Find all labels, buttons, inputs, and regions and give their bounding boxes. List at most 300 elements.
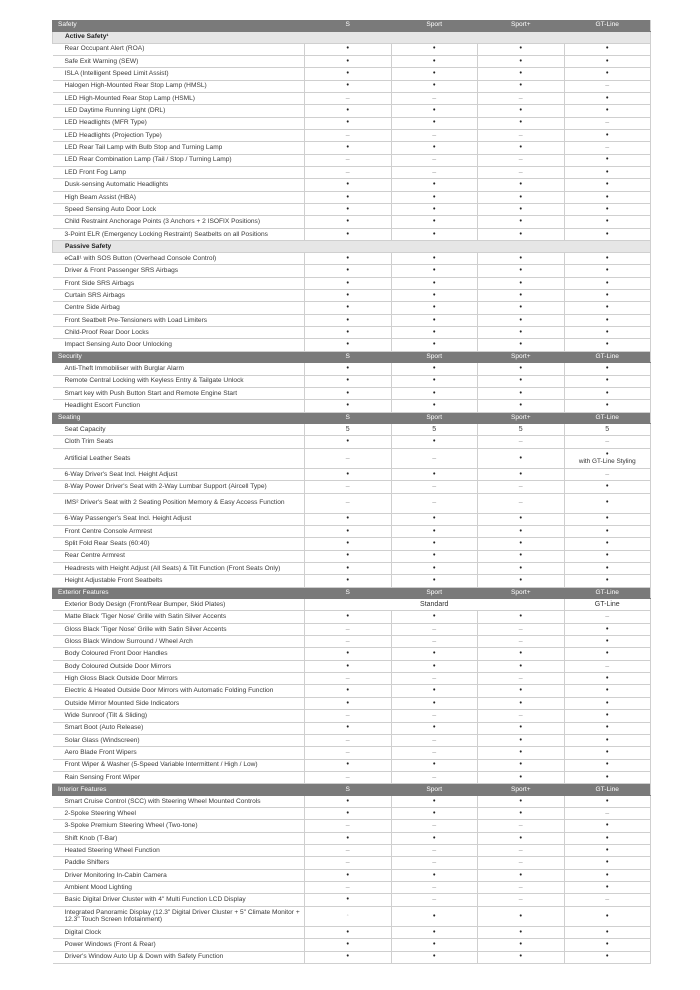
standard-dot-icon: • [606,871,609,879]
standard-dot-icon: • [606,389,609,397]
not-available-dash-icon: – [518,846,523,854]
standard-dot-icon: • [433,230,436,238]
value-cell-sport [478,228,565,240]
value-cell-s [305,424,392,436]
value-cell-sport [478,142,565,154]
value-cell-sport [391,882,478,894]
standard-dot-icon: • [346,316,349,324]
value-cell-s [305,673,392,685]
value-cell-s [305,722,392,734]
value-cell-s [305,339,392,351]
standard-dot-icon: • [606,107,609,115]
value-cell-sport [478,894,565,906]
standard-dot-icon: • [606,218,609,226]
value-cell-s [305,166,392,178]
standard-dot-icon: • [519,402,522,410]
value-cell-gt-line [564,926,651,938]
value-cell-sport [478,759,565,771]
value-cell-sport [478,832,565,844]
standard-dot-icon: • [346,540,349,548]
value-cell-s [305,43,392,55]
feature-name: IMS² Driver's Seat with 2 Seating Position Memory & Easy Access Function [53,493,305,513]
feature-row [53,550,651,562]
feature-name: Aero Blade Front Wipers [53,747,305,759]
value-cell-s [305,387,392,399]
standard-dot-icon: • [606,953,609,961]
feature-row [53,710,651,722]
value-cell-sport [478,795,565,807]
standard-dot-icon: • [606,797,609,805]
standard-dot-icon: • [606,267,609,275]
value-cell-gt-line [564,68,651,80]
value-cell-gt-line [564,302,651,314]
value-cell-sport [391,375,478,387]
not-available-dash-icon: – [518,156,523,164]
value-cell-sport [478,216,565,228]
value-cell-sport [478,387,565,399]
feature-name: Shift Knob (T-Bar) [53,832,305,844]
standard-dot-icon: • [433,218,436,226]
value-cell-gt-line [564,468,651,480]
value-cell-gt-line [564,747,651,759]
standard-dot-icon: • [346,45,349,53]
value-cell-sport [391,339,478,351]
standard-dot-icon: • [433,540,436,548]
value-cell-sport [478,290,565,302]
standard-dot-icon: • [519,470,522,478]
standard-dot-icon: • [346,438,349,446]
column-header-sport: Sport+ [478,587,565,599]
value-cell-sport [391,290,478,302]
feature-name: Integrated Panoramic Display (12.3" Digital Driver Cluster + 5" Climate Monitor + 12.3" Touch Screen Infotainment) [53,906,305,926]
column-header-s: S [305,587,392,599]
standard-dot-icon: • [606,650,609,658]
value-cell-sport [478,538,565,550]
standard-dot-icon: • [346,205,349,213]
value-cell-sport [391,820,478,832]
value-cell-gt-line [564,623,651,635]
value-cell-sport [391,951,478,963]
not-available-dash-icon: – [345,637,350,645]
value-cell-gt-line [564,845,651,857]
value-cell-sport [478,562,565,574]
feature-row [53,926,651,938]
feature-name: 6-Way Driver's Seat Incl. Height Adjust [53,468,305,480]
standard-dot-icon: • [346,834,349,842]
value-cell-gt-line [564,685,651,697]
value-cell-sport [391,685,478,697]
standard-dot-icon: • [519,279,522,287]
standard-dot-icon: • [606,499,609,507]
feature-name: Driver & Front Passenger SRS Airbags [53,265,305,277]
feature-row [53,92,651,104]
standard-dot-icon: • [606,57,609,65]
standard-dot-icon: • [519,564,522,572]
feature-row [53,468,651,480]
value-cell-gt-line [564,710,651,722]
standard-dot-icon: • [606,928,609,936]
value-cell-s [305,277,392,289]
value-cell-sport [391,623,478,635]
value-cell-gt-line [564,869,651,881]
standard-dot-icon: • [519,797,522,805]
value-cell-sport [478,363,565,375]
standard-dot-icon: • [606,94,609,102]
standard-dot-icon: • [346,144,349,152]
value-cell-sport [391,869,478,881]
value-cell-sport [391,636,478,648]
not-available-dash-icon: – [345,822,350,830]
value-cell-s [305,759,392,771]
value-cell-sport [391,611,478,623]
column-header-gt-line: GT-Line [564,20,651,31]
standard-dot-icon: • [606,761,609,769]
feature-name: Solar Glass (Windscreen) [53,734,305,746]
feature-name: Driver Monitoring In-Cabin Camera [53,869,305,881]
standard-dot-icon: • [606,552,609,560]
value-cell-sport [391,216,478,228]
value-cell-gt-line [564,771,651,783]
not-available-dash-icon: – [345,846,350,854]
value-cell-s [305,820,392,832]
value-cell-sport [478,179,565,191]
standard-dot-icon: • [433,953,436,961]
value-cell-s [305,857,392,869]
value-cell-sport [391,734,478,746]
subsection-title: Active Safety¹ [53,31,651,43]
value-cell-gt-line [564,759,651,771]
feature-row [53,43,651,55]
standard-dot-icon: • [346,515,349,523]
standard-dot-icon: • [433,389,436,397]
value-cell-gt-line [564,697,651,709]
value-cell-s [305,636,392,648]
feature-row [53,228,651,240]
value-cell-sport [391,253,478,265]
feature-name: Headlight Escort Function [53,400,305,412]
standard-dot-icon: • [606,483,609,491]
value-cell-sport [478,882,565,894]
value-cell-gt-line [564,481,651,493]
standard-dot-icon: • [433,470,436,478]
value-cell-sport [391,166,478,178]
feature-name: Impact Sensing Auto Door Unlocking [53,339,305,351]
section-header-safety [53,20,651,31]
value-cell-s [305,894,392,906]
value-cell-gt-line [564,265,651,277]
value-cell-sport [391,142,478,154]
not-available-dash-icon: – [518,884,523,891]
column-header-gt-line: GT-Line [564,784,651,796]
standard-dot-icon: • [519,365,522,373]
standard-dot-icon: • [346,377,349,385]
feature-row [53,191,651,203]
feature-row [53,906,651,926]
feature-name: Child-Proof Rear Door Locks [53,327,305,339]
feature-row [53,611,651,623]
standard-dot-icon: • [433,144,436,152]
standard-dot-icon: • [346,699,349,707]
standard-dot-icon: • [606,675,609,682]
standard-dot-icon: • [433,304,436,312]
feature-name: LED Headlights (Projection Type) [53,129,305,141]
standard-dot-icon: • [433,941,436,949]
feature-row [53,820,651,832]
value-cell-gt-line [564,363,651,375]
value-cell-gt-line [564,882,651,894]
value-cell-sport [391,710,478,722]
standard-dot-icon: • [606,912,609,920]
feature-name: LED Headlights (MFR Type) [53,117,305,129]
value-cell-gt-line [564,92,651,104]
feature-name: Speed Sensing Auto Door Lock [53,203,305,215]
standard-dot-icon: • [519,613,522,621]
standard-dot-icon: • [606,291,609,299]
not-available-dash-icon: – [432,712,437,720]
feature-name: High Beam Assist (HBA) [53,191,305,203]
value-cell-s [305,265,392,277]
value-cell-gt-line [564,253,651,265]
value-cell-s [305,448,392,468]
not-available-dash-icon: – [345,712,350,720]
value-cell-sport [391,795,478,807]
value-cell-sport [391,481,478,493]
standard-dot-icon: • [433,291,436,299]
value-cell-s [305,68,392,80]
standard-dot-icon: • [433,254,436,262]
value-cell-s [305,685,392,697]
value-cell-sport [391,575,478,587]
not-available-dash-icon: – [432,896,437,904]
value-cell-gt-line [564,424,651,436]
feature-row [53,562,651,574]
standard-dot-icon: • [519,254,522,262]
standard-dot-icon: • [519,809,522,817]
value-cell-sport [391,939,478,951]
feature-name: Gloss Black 'Tiger Nose' Grille with Satin Silver Accents [53,623,305,635]
feature-row [53,216,651,228]
not-available-dash-icon: – [518,675,523,682]
value-cell-gt-line [564,562,651,574]
feature-row [53,375,651,387]
value-cell-sport [478,339,565,351]
feature-name: Split Fold Rear Seats (60:40) [53,538,305,550]
value-cell-gt-line [564,448,651,468]
standard-dot-icon: • [606,365,609,373]
feature-name: Seat Capacity [53,424,305,436]
value-cell-gt-line [564,314,651,326]
standard-dot-icon: • [346,613,349,621]
feature-row [53,747,651,759]
feature-row [53,277,651,289]
value-cell-gt-line [564,648,651,660]
value-cell-s [305,611,392,623]
value-cell-s [305,648,392,660]
value-cell-s [305,832,392,844]
cell-value: 5 [605,426,610,433]
value-cell-sport [391,363,478,375]
value-cell-sport [391,436,478,448]
feature-name: Centre Side Airbag [53,302,305,314]
value-cell-s [305,771,392,783]
value-cell-s [305,939,392,951]
standard-dot-icon: • [606,724,609,732]
standard-dot-icon: • [346,193,349,201]
feature-row [53,525,651,537]
feature-row [53,673,651,685]
not-available-dash-icon: – [345,749,350,757]
feature-row [53,734,651,746]
feature-name: Paddle Shifters [53,857,305,869]
feature-name: 3-Spoke Premium Steering Wheel (Two-tone) [53,820,305,832]
feature-name: Outside Mirror Mounted Side Indicators [53,697,305,709]
standard-dot-icon: • [519,724,522,732]
standard-dot-icon: • [519,941,522,949]
not-available-dash-icon: – [605,613,610,621]
value-cell-s [305,179,392,191]
standard-dot-icon: • [606,45,609,53]
standard-dot-icon: • [519,218,522,226]
feature-row [53,424,651,436]
standard-dot-icon: • [606,577,609,585]
standard-dot-icon: • [519,389,522,397]
value-cell-sport [391,538,478,550]
value-cell-sport [478,68,565,80]
value-cell-sport [478,906,565,926]
not-available-dash-icon: – [605,809,610,817]
column-header-gt-line: GT-Line [564,587,651,599]
feature-row [53,142,651,154]
standard-dot-icon: • [519,761,522,769]
standard-dot-icon: • [606,181,609,189]
value-cell-sport [391,203,478,215]
standard-dot-icon: • [433,205,436,213]
value-cell-gt-line [564,493,651,513]
feature-row [53,894,651,906]
value-cell-s [305,363,392,375]
value-cell-s [305,105,392,117]
standard-dot-icon: • [519,736,522,744]
standard-dot-icon: • [519,304,522,312]
standard-dot-icon: • [606,687,609,695]
standard-dot-icon: • [606,70,609,78]
standard-dot-icon: • [433,724,436,732]
standard-dot-icon: • [606,304,609,312]
standard-dot-icon: • [346,527,349,535]
value-cell-s [305,513,392,525]
standard-dot-icon: • [346,928,349,936]
feature-row [53,68,651,80]
standard-dot-icon: • [433,564,436,572]
feature-name: Exterior Body Design (Front/Rear Bumper, Skid Plates) [53,599,305,611]
feature-name: Smart Boot (Auto Release) [53,722,305,734]
feature-row [53,253,651,265]
feature-row [53,105,651,117]
standard-dot-icon: • [606,699,609,707]
not-available-dash-icon: – [345,773,350,781]
feature-name: Rain Sensing Front Wiper [53,771,305,783]
standard-dot-icon: • [346,119,349,127]
feature-name: LED High-Mounted Rear Stop Lamp (HSML) [53,92,305,104]
standard-dot-icon: • [519,230,522,238]
column-header-gt-line: GT-Line [564,351,651,363]
value-cell-sport [478,481,565,493]
not-available-dash-icon: – [432,736,437,744]
not-available-dash-icon: – [432,483,437,491]
standard-dot-icon: • [433,328,436,336]
feature-name: 3-Point ELR (Emergency Locking Restraint) Seatbelts on all Positions [53,228,305,240]
value-cell-sport [391,43,478,55]
feature-row [53,179,651,191]
value-cell-gt-line [564,538,651,550]
not-available-dash-icon: – [345,156,350,164]
standard-dot-icon: • [606,846,609,854]
value-cell-sport [478,747,565,759]
value-cell-sport [478,845,565,857]
standard-dot-icon: • [346,181,349,189]
value-cell-sport [478,400,565,412]
column-header-s: S [305,412,392,424]
value-cell-sport [478,203,565,215]
value-cell-sport [391,747,478,759]
standard-dot-icon: • [519,316,522,324]
value-cell-sport [391,759,478,771]
feature-name: eCall¹ with SOS Button (Overhead Console Control) [53,253,305,265]
cell-value: 5 [518,426,523,433]
not-available-dash-icon: – [432,749,437,757]
value-cell-gt-line [564,722,651,734]
value-cell-sport [391,179,478,191]
spec-table-body [53,20,651,963]
value-cell-s [305,216,392,228]
feature-name: Anti-Theft Immobiliser with Burglar Alarm [53,363,305,375]
standard-dot-icon: • [346,341,349,349]
column-header-sport: Sport+ [478,351,565,363]
feature-name: Front Wiper & Washer (5-Speed Variable Intermittent / High / Low) [53,759,305,771]
value-cell-sport [391,424,478,436]
feature-row [53,117,651,129]
value-cell-s [305,290,392,302]
value-cell-sport [478,660,565,672]
value-cell-s [305,92,392,104]
value-cell-sport [391,660,478,672]
value-cell-sport [478,55,565,67]
not-available-dash-icon: – [432,884,437,891]
not-available-dash-icon: – [518,94,523,102]
feature-row [53,722,651,734]
value-cell-sport [478,513,565,525]
value-cell-sport [391,448,478,468]
standard-dot-icon: • [346,662,349,670]
value-cell-gt-line [564,105,651,117]
standard-dot-icon: • [519,181,522,189]
standard-dot-icon: • [433,687,436,695]
feature-row [53,400,651,412]
standard-dot-icon: • [519,650,522,658]
standard-dot-icon: • [433,552,436,560]
feature-row [53,154,651,166]
feature-name: Height Adjustable Front Seatbelts [53,575,305,587]
standard-dot-icon: • [606,254,609,262]
standard-dot-icon: • [606,712,609,720]
standard-dot-icon: • [433,341,436,349]
subsection-header [53,241,651,253]
value-cell-gt-line [564,216,651,228]
standard-dot-icon: • [519,291,522,299]
feature-name: Front Centre Console Armrest [53,525,305,537]
value-cell-gt-line [564,820,651,832]
not-available-dash-icon: – [345,675,350,682]
